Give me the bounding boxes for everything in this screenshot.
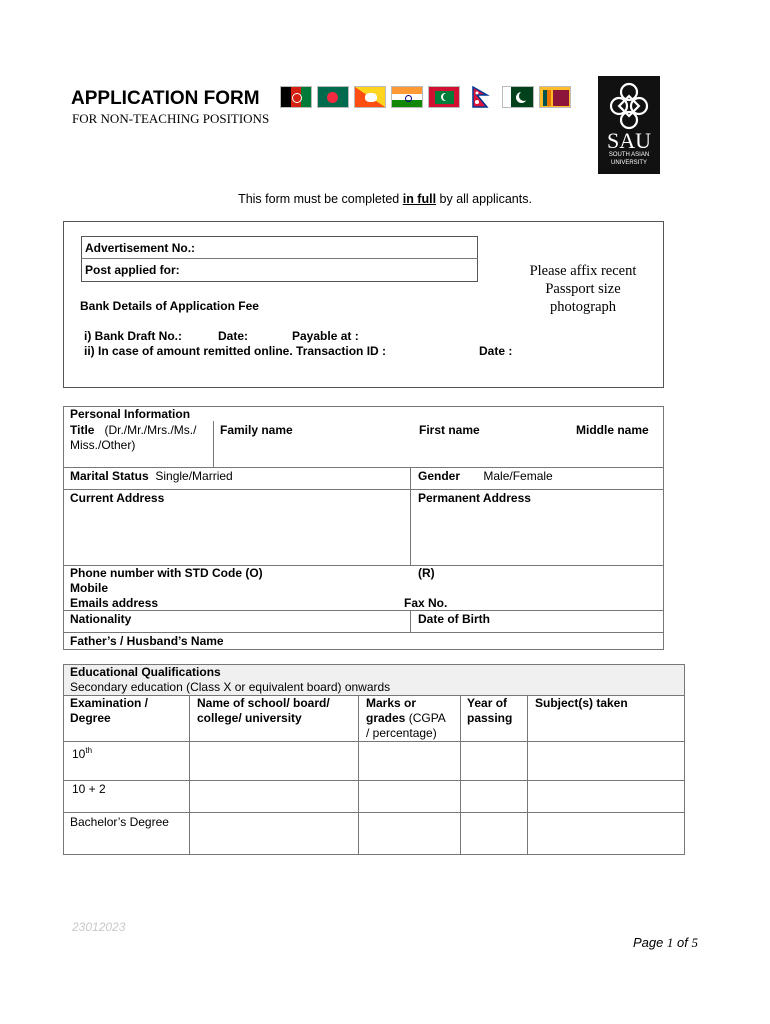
title-options-1: (Dr./Mr./Mrs./Ms./ — [104, 423, 197, 437]
title-options-2: Miss./Other) — [70, 438, 136, 452]
column-header-year — [467, 696, 512, 726]
column-header-examination-line-2: Degree — [70, 711, 111, 725]
column-header-marks-line-2: grades — [366, 711, 406, 725]
column-header-institution-line-2: college/ university — [197, 711, 302, 725]
family-name-field[interactable]: Family name — [220, 423, 293, 437]
form-subtitle: FOR NON-TEACHING POSITIONS — [72, 111, 270, 126]
column-header-year-line-1: Year of — [467, 696, 508, 710]
row-label-bachelors[interactable]: Bachelor’s Degree — [70, 815, 169, 829]
form-code: 23012023 — [72, 920, 126, 934]
column-header-institution — [197, 696, 330, 726]
column-header-marks — [366, 696, 446, 741]
post-applied-field[interactable]: Post applied for: — [85, 263, 180, 277]
bangladesh-flag-icon — [317, 86, 349, 108]
pakistan-flag-icon — [502, 86, 534, 108]
row-label-10th[interactable] — [72, 743, 92, 762]
gender-field[interactable] — [418, 469, 553, 484]
row-label-10th-text: 10 — [72, 747, 86, 761]
bank-draft-no-field[interactable]: i) Bank Draft No.: — [84, 329, 183, 343]
photo-placeholder[interactable] — [513, 262, 653, 316]
note-emphasis: in full — [402, 192, 437, 206]
sau-logo — [598, 76, 660, 174]
sau-emblem-icon — [607, 82, 651, 130]
afghanistan-flag-icon — [280, 86, 312, 108]
education-heading: Educational Qualifications — [70, 665, 221, 679]
personal-info-heading: Personal Information — [70, 407, 191, 421]
column-header-marks-line-3: / percentage) — [366, 726, 437, 740]
transaction-id-field[interactable]: ii) In case of amount remitted online. Transaction ID : — [84, 344, 387, 358]
page-number — [620, 935, 698, 951]
email-field[interactable]: Emails address — [70, 596, 159, 610]
maldives-flag-icon — [428, 86, 460, 108]
mobile-field[interactable]: Mobile — [70, 581, 108, 595]
photo-note-line-3: photograph — [549, 299, 617, 315]
bhutan-flag-icon — [354, 86, 386, 108]
note-post: by all applicants. — [436, 192, 532, 206]
row-label-10th-sup: th — [85, 746, 93, 755]
column-header-examination-line-1: Examination / — [70, 696, 149, 710]
marital-status-options: Single/Married — [155, 469, 233, 483]
logo-sub-line-1: SOUTH ASIAN — [608, 152, 650, 158]
bank-draft-date-field[interactable]: Date: — [218, 329, 249, 343]
gender-options: Male/Female — [483, 469, 553, 483]
first-name-field[interactable]: First name — [419, 423, 480, 437]
father-husband-name-field[interactable]: Father’s / Husband’s Name — [70, 634, 224, 648]
nepal-flag-icon — [465, 86, 497, 108]
payable-at-field[interactable]: Payable at : — [292, 329, 359, 343]
marital-status-field[interactable] — [70, 469, 233, 484]
flag-strip — [280, 86, 571, 108]
advertisement-no-field[interactable]: Advertisement No.: — [85, 241, 196, 255]
form-title: APPLICATION FORM — [71, 88, 260, 109]
gender-label: Gender — [418, 469, 461, 483]
middle-name-field[interactable]: Middle name — [576, 423, 649, 437]
online-date-field[interactable]: Date : — [479, 344, 513, 358]
page-word: Page — [632, 935, 667, 950]
date-of-birth-field[interactable]: Date of Birth — [418, 612, 490, 626]
bank-details-heading: Bank Details of Application Fee — [80, 299, 259, 313]
nationality-field[interactable]: Nationality — [70, 612, 132, 626]
column-header-subjects: Subject(s) taken — [535, 696, 628, 710]
title-field[interactable] — [70, 423, 196, 453]
photo-note-line-1: Please affix recent — [529, 263, 637, 279]
education-subheading: Secondary education (Class X or equivalent board) onwards — [70, 680, 391, 694]
phone-office-field[interactable]: Phone number with STD Code (O) — [70, 566, 263, 580]
india-flag-icon — [391, 86, 423, 108]
row-label-10-plus-2[interactable]: 10 + 2 — [72, 782, 106, 796]
column-header-examination — [70, 696, 148, 726]
page-total: 5 — [691, 935, 698, 950]
note-pre: This form must be completed — [238, 192, 403, 206]
column-header-marks-line-2-extra: (CGPA — [405, 711, 446, 725]
column-header-year-line-2: passing — [467, 711, 513, 725]
photo-note-line-2: Passport size — [545, 281, 621, 297]
page-current: 1 — [666, 935, 674, 950]
column-header-institution-line-1: Name of school/ board/ — [197, 696, 330, 710]
phone-residence-field[interactable]: (R) — [418, 566, 435, 580]
permanent-address-field[interactable]: Permanent Address — [418, 491, 531, 505]
fax-field[interactable]: Fax No. — [404, 596, 448, 610]
title-label: Title — [70, 423, 95, 437]
page-of: of — [673, 935, 692, 950]
sri-lanka-flag-icon — [539, 86, 571, 108]
logo-sub-line-2: UNIVERSITY — [610, 160, 647, 166]
completion-note — [0, 192, 770, 206]
logo-main-text: SAU — [606, 128, 651, 153]
column-header-marks-line-1: Marks or — [366, 696, 417, 710]
current-address-field[interactable]: Current Address — [70, 491, 165, 505]
marital-status-label: Marital Status — [70, 469, 149, 483]
